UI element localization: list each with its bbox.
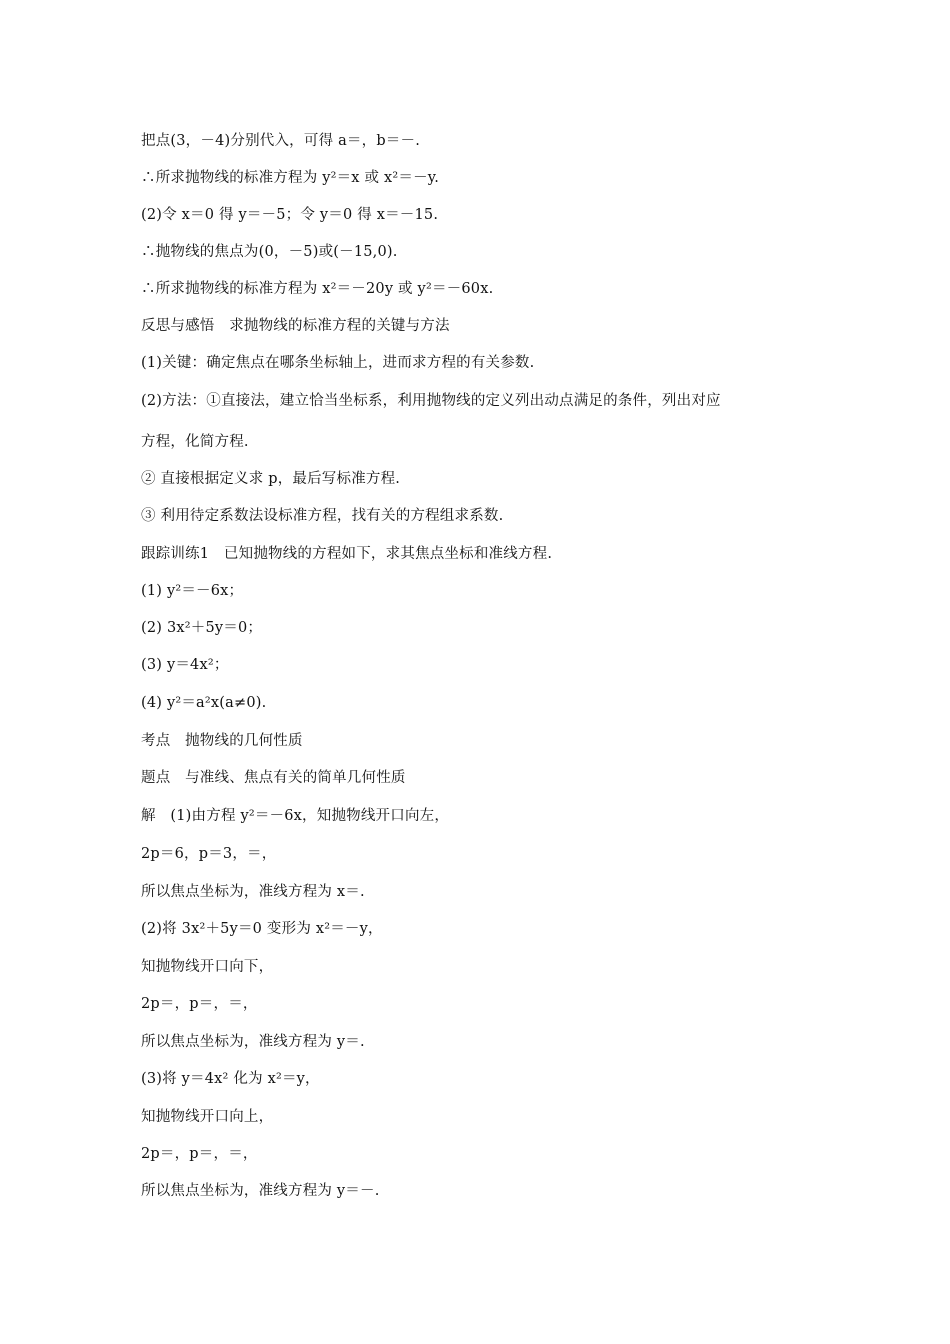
subtopic-label: 题点 与准线、焦点有关的简单几何性质 <box>141 770 406 786</box>
solution-line-3: 所以焦点坐标为，准线方程为 x＝. <box>141 884 365 900</box>
reflection-heading: 反思与感悟 求抛物线的标准方程的关键与方法 <box>141 318 450 334</box>
solution-line-6: 2p＝，p＝，＝， <box>141 996 258 1012</box>
text-line-10: ② 直接根据定义求 p，最后写标准方程. <box>141 471 401 487</box>
topic-label: 考点 抛物线的几何性质 <box>141 733 303 749</box>
text-line-8: (2)方法：①直接法，建立恰当坐标系，利用抛物线的定义列出动点满足的条件，列出对应 <box>141 393 721 409</box>
solution-line-2: 2p＝6，p＝3，＝， <box>141 846 277 862</box>
solution-line-11: 所以焦点坐标为，准线方程为 y＝－. <box>141 1183 380 1199</box>
solution-line-4: (2)将 3x²＋5y＝0 变形为 x²＝－y， <box>141 921 383 937</box>
text-line-7: (1)关键：确定焦点在哪条坐标轴上，进而求方程的有关参数. <box>141 355 535 371</box>
solution-line-8: (3)将 y＝4x² 化为 x²＝y， <box>141 1071 320 1087</box>
text-line-2: ∴所求抛物线的标准方程为 y²＝x 或 x²＝－y. <box>141 170 440 186</box>
solution-line-9: 知抛物线开口向上， <box>141 1109 274 1125</box>
exercise-item-4: (4) y²＝a²x(a≠0). <box>141 695 267 711</box>
solution-line-1: 解 (1)由方程 y²＝－6x，知抛物线开口向左， <box>141 808 450 824</box>
exercise-heading: 跟踪训练1 已知抛物线的方程如下，求其焦点坐标和准线方程. <box>141 546 553 562</box>
text-line-3: (2)令 x＝0 得 y＝－5；令 y＝0 得 x＝－15. <box>141 207 439 223</box>
exercise-item-1: (1) y²＝－6x； <box>141 583 244 599</box>
text-line-1: 把点(3，－4)分别代入，可得 a＝，b＝－. <box>141 133 421 149</box>
solution-line-10: 2p＝，p＝，＝， <box>141 1146 258 1162</box>
exercise-item-3: (3) y＝4x²； <box>141 657 229 673</box>
text-line-5: ∴所求抛物线的标准方程为 x²＝－20y 或 y²＝－60x. <box>141 281 494 297</box>
text-line-9: 方程，化简方程. <box>141 434 249 450</box>
solution-line-5: 知抛物线开口向下， <box>141 959 274 975</box>
text-line-4: ∴抛物线的焦点为(0，－5)或(－15,0). <box>141 244 398 260</box>
exercise-item-2: (2) 3x²＋5y＝0； <box>141 620 263 636</box>
solution-line-7: 所以焦点坐标为，准线方程为 y＝. <box>141 1034 365 1050</box>
text-line-11: ③ 利用待定系数法设标准方程，找有关的方程组求系数. <box>141 508 504 524</box>
